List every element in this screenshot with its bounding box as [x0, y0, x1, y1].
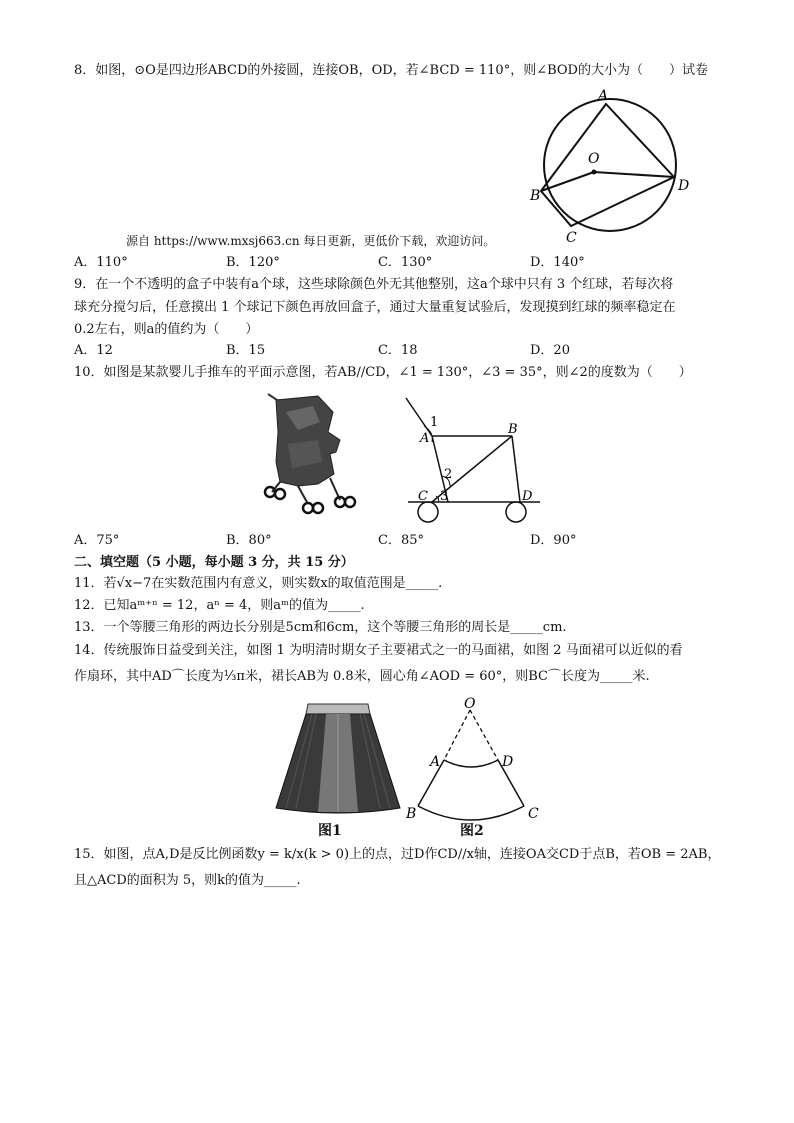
q12-stem: 12．已知aᵐ⁺ⁿ = 12，aⁿ = 4，则aᵐ的值为_____.	[74, 598, 365, 613]
q8-option-a: A．110°	[74, 255, 128, 270]
label-a: A	[430, 754, 441, 770]
label-b: B	[406, 806, 417, 822]
q8-circle-figure	[528, 90, 698, 250]
q9-option-d: D．20	[530, 343, 570, 358]
label-3: 3	[440, 489, 449, 504]
q9-line3: 0.2左右，则a的值约为（ ）	[74, 322, 259, 337]
q11-stem: 11．若√x−7在实数范围内有意义，则实数x的取值范围是_____.	[74, 576, 443, 591]
q10-option-d: D．90°	[530, 533, 577, 548]
segment-bd	[512, 436, 520, 502]
arc-bc	[418, 806, 524, 820]
q8-stem: 8．如图，⊙O是四边形ABCD的外接圆，连接OB，OD，若∠BCD = 110°，则∠BOD的大小为（ ）试卷	[74, 63, 708, 78]
circumcircle	[544, 99, 676, 231]
q9-option-c: C．18	[378, 343, 418, 358]
label-d: D	[502, 754, 514, 770]
section-title: 二、填空题（5 小题，每小题 3 分，共 15 分）	[74, 555, 354, 570]
source-line: 源自 https://www.mxsj663.cn 每日更新，更低价下载，欢迎访问。	[126, 234, 496, 248]
q10-option-c: C．85°	[378, 533, 424, 548]
q15-line2: 且△ACD的面积为 5，则k的值为_____.	[74, 873, 301, 888]
q9-line2: 球充分搅匀后，任意摸出 1 个球记下颜色再放回盒子，通过大量重复试验后，发现摸到红球的频率稳定在	[74, 300, 676, 315]
q14-line2: 作扇环，其中AD⌒长度为⅓π米，裙长AB为 0.8米，圆心角∠AOD = 60°，则BC⌒长度为_____米.	[74, 669, 650, 684]
q9-line1: 9．在一个不透明的盒子中装有a个球，这些球除颜色外无其他整别，这a个球中只有 3 个红球，若每次将	[74, 277, 674, 292]
label-c: C	[418, 489, 428, 504]
q10-option-b: B．80°	[226, 533, 272, 548]
q14-fig1-caption: 图1	[318, 823, 342, 839]
label-a: A	[420, 431, 430, 446]
label-d: D	[522, 489, 533, 504]
q15-line1: 15．如图，点A,D是反比例函数y = k/x(k > 0)上的点，过D作CD//x轴，连接OA交CD于点B，若OB = 2AB，	[74, 847, 721, 862]
stroller-photo	[258, 392, 358, 518]
q14-fig2-caption: 图2	[460, 823, 484, 839]
label-c: C	[566, 230, 577, 246]
q10-stem: 10．如图是某款婴儿手推车的平面示意图，若AB//CD，∠1 = 130°，∠3 = 35°，则∠2的度数为（ ）	[74, 365, 692, 380]
label-2: 2	[444, 467, 453, 482]
q14-skirt-photo	[268, 698, 408, 818]
label-c: C	[528, 806, 539, 822]
wheel-right	[506, 502, 526, 522]
label-b: B	[508, 422, 518, 437]
label-a: A	[598, 88, 609, 104]
wheel-left	[418, 502, 438, 522]
q10-stroller-diagram	[404, 396, 554, 524]
label-o: O	[588, 151, 600, 167]
q8-option-b: B．120°	[226, 255, 280, 270]
q10-option-a: A．75°	[74, 533, 120, 548]
segment-od	[594, 172, 674, 177]
label-o: O	[464, 696, 476, 712]
q13-stem: 13．一个等腰三角形的两边长分别是5cm和6cm，这个等腰三角形的周长是_____cm.	[74, 620, 567, 635]
center-point	[592, 170, 597, 175]
q9-option-b: B．15	[226, 343, 266, 358]
radius-od-dashed	[470, 710, 498, 760]
q14-line1: 14．传统服饰日益受到关注，如图 1 为明清时期女子主要裙式之一的马面裙，如图 2 马面裙可以近似的看	[74, 643, 683, 658]
label-b: B	[530, 188, 541, 204]
q8-option-d: D．140°	[530, 255, 585, 270]
q8-option-c: C．130°	[378, 255, 433, 270]
label-d: D	[678, 178, 690, 194]
label-1: 1	[430, 415, 439, 430]
q14-sector-ring-figure	[400, 698, 550, 824]
radius-oa-dashed	[444, 710, 470, 760]
arc-ad	[444, 760, 498, 767]
q9-option-a: A．12	[74, 343, 113, 358]
